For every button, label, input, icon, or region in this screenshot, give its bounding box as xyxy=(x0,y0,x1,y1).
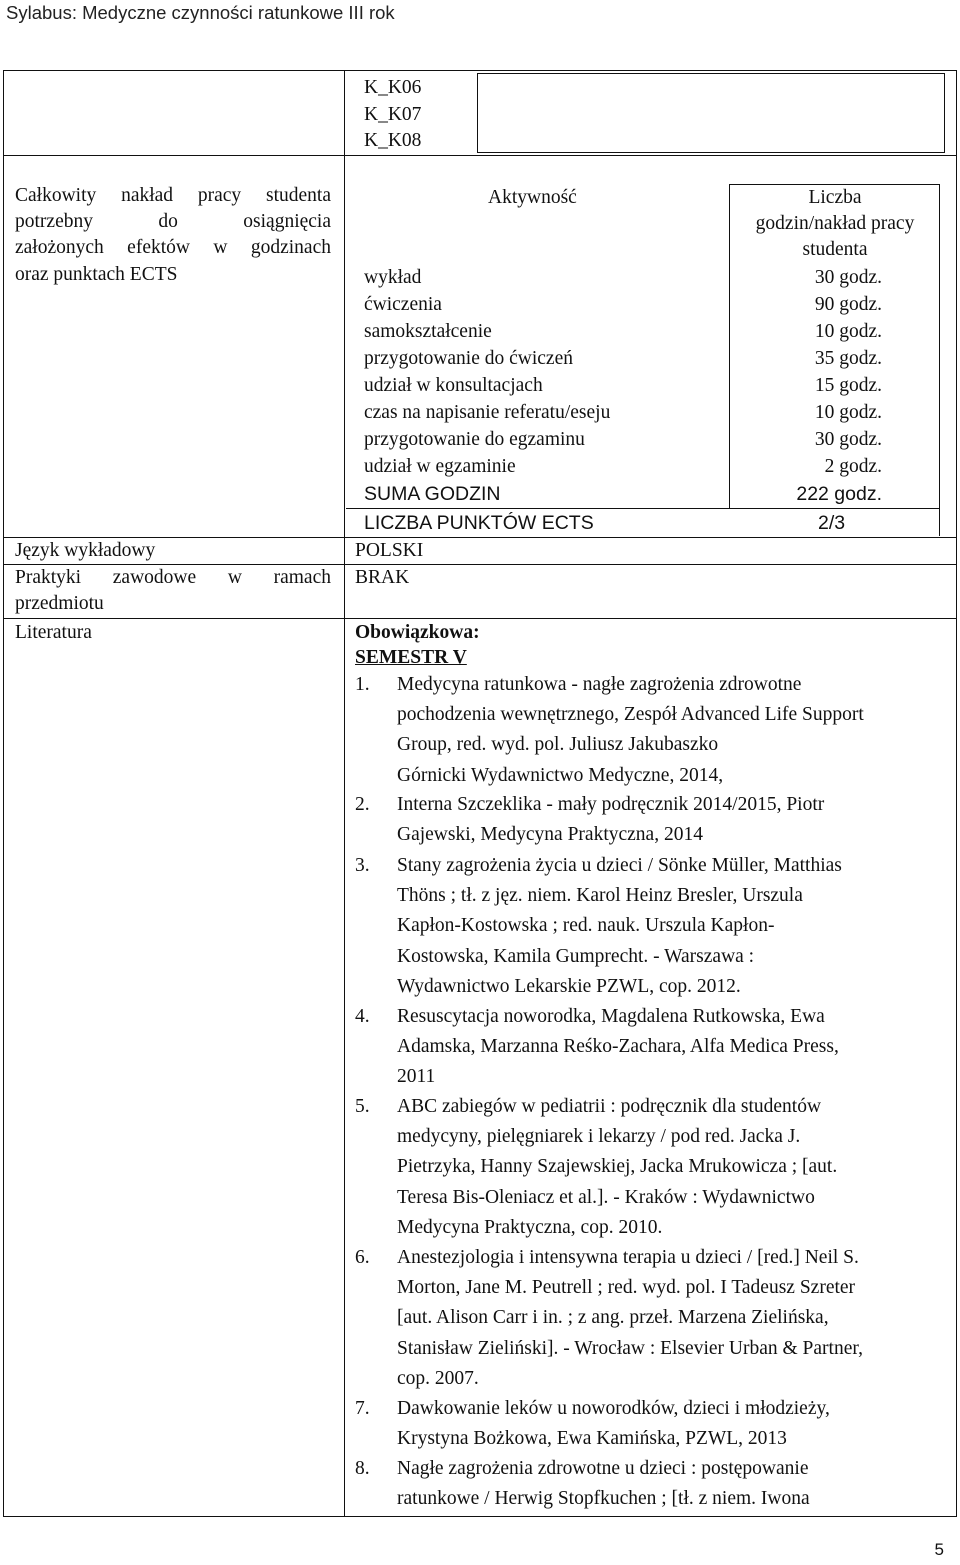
reference-line: 2011 xyxy=(397,1066,436,1088)
reference-number: 8. xyxy=(355,1458,370,1479)
activity-name: udział w konsultacjach xyxy=(364,375,543,396)
ects-label: LICZBA PUNKTÓW ECTS xyxy=(364,512,594,534)
competency-list xyxy=(364,75,421,155)
reference-number: 5. xyxy=(355,1096,370,1117)
workload-label-line: oraz punktach ECTS xyxy=(15,263,178,285)
reference-line: cop. 2007. xyxy=(397,1367,479,1389)
activity-hours: 15 godz. xyxy=(814,375,882,396)
practice-label-line: Praktyki zawodowe w ramach xyxy=(15,567,331,588)
reference-line: Dawkowanie leków u noworodków, dzieci i młodzieży, xyxy=(397,1398,830,1419)
reference-line: Krystyna Bożkowa, Ewa Kamińska, PZWL, 2013 xyxy=(397,1428,787,1450)
ects-value: 2/3 xyxy=(818,512,846,534)
activity-name: samokształcenie xyxy=(364,321,492,342)
reference-line: Anestezjologia i intensywna terapia u dzieci / [red.] Neil S. xyxy=(397,1247,859,1268)
activity-name: przygotowanie do egzaminu xyxy=(364,429,585,450)
sum-value: 222 godz. xyxy=(796,483,882,505)
language-label: Język wykładowy xyxy=(15,540,156,561)
activity-hours: 90 godz. xyxy=(814,294,882,315)
language-value: POLSKI xyxy=(355,540,424,561)
reference-line: Stany zagrożenia życia u dzieci / Sönke Müller, Matthias xyxy=(397,855,842,876)
workload-row xyxy=(364,373,882,399)
reference-number: 6. xyxy=(355,1247,370,1268)
hours-header-line: Liczba xyxy=(808,187,862,208)
reference-line: Interna Szczeklika - mały podręcznik 2014/2015, Piotr xyxy=(397,794,825,815)
workload-label xyxy=(15,183,331,288)
reference-line: Kapłon-Kostowska ; red. nauk. Urszula Kapłon- xyxy=(397,915,775,937)
workload-row xyxy=(364,400,882,426)
reference-line: Nagłe zagrożenia zdrowotne u dzieci : postępowanie xyxy=(397,1458,809,1479)
reference-line: Thöns ; tł. z jęz. niem. Karol Heinz Bresler, Urszula xyxy=(397,885,803,907)
reference-line: Medycyna Praktyczna, cop. 2010. xyxy=(397,1216,663,1238)
reference-line: Kostowska, Kamila Gumprecht. - Warszawa : xyxy=(397,945,755,967)
activity-hours: 2 godz. xyxy=(824,456,882,477)
reference-line: Resuscytacja noworodka, Magdalena Rutkowska, Ewa xyxy=(397,1006,825,1027)
activity-hours: 10 godz. xyxy=(814,321,882,342)
competency-code: K_K08 xyxy=(364,130,422,151)
reference-line: Stanisław Zieliński]. - Wrocław : Elsevier Urban & Partner, xyxy=(397,1337,863,1359)
literature-label: Literatura xyxy=(15,622,92,643)
semester-heading: SEMESTR V xyxy=(355,647,467,668)
reference-line: Pietrzyka, Hanny Szajewskiej, Jacka Mrukowicza ; [aut. xyxy=(397,1156,838,1178)
reference-line: medycyny, pielęgniarek i lekarzy / pod red. Jacka J. xyxy=(397,1126,801,1148)
hours-header-line: studenta xyxy=(802,239,868,260)
reference-line: Adamska, Marzanna Reśko-Zachara, Alfa Medica Press, xyxy=(397,1036,839,1058)
reference-line: ratunkowe / Herwig Stopfkuchen ; [tł. z niem. Iwona xyxy=(397,1488,810,1510)
reference-line: Wydawnictwo Lekarskie PZWL, cop. 2012. xyxy=(397,975,741,997)
reference-number: 2. xyxy=(355,794,370,815)
workload-label-line: potrzebny do osiągnięcia xyxy=(15,211,331,233)
activity-hours: 35 godz. xyxy=(814,348,882,369)
reference-line: [aut. Alison Carr i in. ; z ang. przeł. Marzena Zielińska, xyxy=(397,1307,829,1329)
reference-line: Group, red. wyd. pol. Juliusz Jakubaszko xyxy=(397,734,719,756)
hours-column-header xyxy=(731,185,939,263)
reference-number: 3. xyxy=(355,855,370,876)
activity-hours: 30 godz. xyxy=(814,267,882,288)
workload-row xyxy=(364,346,882,372)
activity-name: udział w egzaminie xyxy=(364,456,516,477)
sum-label: SUMA GODZIN xyxy=(364,483,501,505)
practice-value: BRAK xyxy=(355,567,410,588)
reference-line: ABC zabiegów w pediatrii : podręcznik dla studentów xyxy=(397,1096,822,1117)
workload-row xyxy=(364,454,882,480)
competency-code: K_K07 xyxy=(364,103,422,125)
activity-hours: 30 godz. xyxy=(814,429,882,450)
workload-row xyxy=(364,265,882,291)
activity-column-header: Aktywność xyxy=(488,187,577,208)
reference-number: 4. xyxy=(355,1006,370,1027)
workload-label-line: założonych efektów w godzinach xyxy=(15,237,331,259)
workload-row xyxy=(364,292,882,318)
reference-number: 1. xyxy=(355,674,370,695)
literature-heading: Obowiązkowa: xyxy=(355,622,480,643)
reference-line: Gajewski, Medycyna Praktyczna, 2014 xyxy=(397,824,703,846)
competency-code: K_K06 xyxy=(364,77,422,98)
document-header-title: Sylabus: Medyczne czynności ratunkowe III rok xyxy=(6,2,395,23)
reference-number: 7. xyxy=(355,1398,370,1419)
practice-label-line: przedmiotu xyxy=(15,593,104,614)
page-number: 5 xyxy=(934,1540,944,1559)
activity-name: ćwiczenia xyxy=(364,294,442,315)
reference-line: Teresa Bis-Oleniacz et al.]. - Kraków : Wydawnictwo xyxy=(397,1186,815,1208)
workload-sum-row xyxy=(364,481,882,507)
workload-row xyxy=(364,319,882,345)
reference-line: Górnicki Wydawnictwo Medyczne, 2014, xyxy=(397,764,724,786)
activity-name: przygotowanie do ćwiczeń xyxy=(364,348,573,369)
activity-name: wykład xyxy=(364,267,422,288)
activity-hours: 10 godz. xyxy=(814,402,882,423)
workload-row xyxy=(364,427,882,453)
activity-name: czas na napisanie referatu/eseju xyxy=(364,402,611,423)
hours-header-line: godzin/nakład pracy xyxy=(755,213,915,234)
workload-label-line: Całkowity nakład pracy studenta xyxy=(15,185,331,206)
practice-label xyxy=(15,565,331,617)
reference-line: Medycyna ratunkowa - nagłe zagrożenia zdrowotne xyxy=(397,674,802,695)
reference-line: pochodzenia wewnętrznego, Zespół Advanced Life Support xyxy=(397,704,864,726)
reference-line: Morton, Jane M. Peutrell ; red. wyd. pol. I Tadeusz Szreter xyxy=(397,1277,856,1299)
